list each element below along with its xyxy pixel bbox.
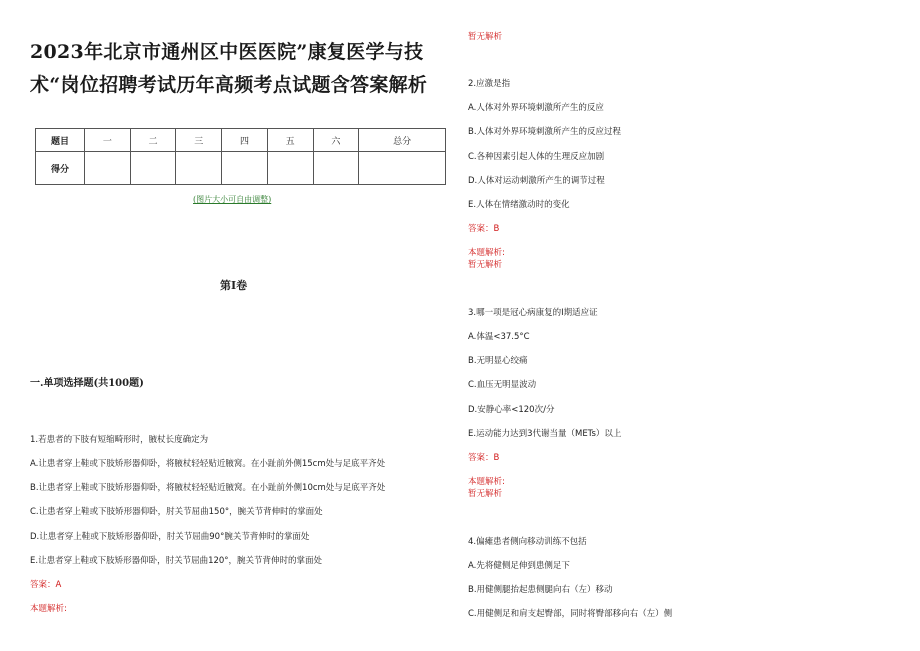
q2-option-b: B.人体对外界环境刺激所产生的反应过程 — [468, 127, 622, 137]
q4-option-b: B.用健侧腿抬起患侧腿向右（左）移动 — [468, 585, 613, 595]
q2-option-e: E.人体在情绪激动时的变化 — [468, 200, 570, 210]
title-line-1: 2023年北京市通州区中医医院”康复医学与技 — [30, 41, 424, 63]
header-cell-2: 二 — [130, 129, 176, 152]
header-cell-1: 一 — [85, 129, 131, 152]
score-table — [35, 128, 446, 185]
q1-analysis-text: 暂无解析 — [468, 32, 503, 42]
image-size-caption: (图片大小可自由调整) — [193, 195, 272, 204]
q1-option-e: E.让患者穿上鞋或下肢矫形器仰卧，肘关节屈曲120°，腕关节背伸时的掌面处 — [30, 556, 323, 566]
q1-option-d: D.让患者穿上鞋或下肢矫形器仰卧，肘关节屈曲90°腕关节背伸时的掌面处 — [30, 532, 310, 542]
q1-stem: 1.若患者的下肢有短缩畸形时，腋杖长度确定为 — [30, 435, 209, 445]
q1-option-b: B.让患者穿上鞋或下肢矫形器仰卧，将腋杖轻轻贴近腋窝。在小趾前外侧10cm处与足底平齐处 — [30, 483, 386, 493]
q4-option-c: C.用健侧足和肩支起臀部，同时将臀部移向右（左）侧 — [468, 609, 673, 619]
score-cell — [85, 152, 131, 185]
volume-heading: 第Ⅰ卷 — [220, 279, 248, 292]
score-row-label: 得分 — [36, 152, 85, 185]
q2-analysis-text: 暂无解析 — [468, 260, 503, 270]
q2-analysis-label: 本题解析: — [468, 248, 505, 258]
header-cell-total: 总分 — [359, 129, 446, 152]
q2-option-c: C.各种因素引起人体的生理反应加剧 — [468, 152, 605, 162]
header-cell-4: 四 — [222, 129, 268, 152]
score-cell — [176, 152, 222, 185]
q3-stem: 3.哪一项是冠心病康复的Ⅰ期适应证 — [468, 308, 598, 318]
document-title — [30, 36, 455, 102]
q4-stem: 4.偏瘫患者侧向移动训练不包括 — [468, 537, 587, 547]
q3-option-b: B.无明显心绞痛 — [468, 356, 528, 366]
q2-option-d: D.人体对运动刺激所产生的调节过程 — [468, 176, 605, 186]
q3-option-e: E.运动能力达到3代谢当量（METs）以上 — [468, 429, 622, 439]
q1-option-a: A.让患者穿上鞋或下肢矫形器仰卧，将腋杖轻轻贴近腋窝。在小趾前外侧15cm处与足底平齐处 — [30, 459, 386, 469]
q3-analysis-text: 暂无解析 — [468, 489, 503, 499]
q2-answer: 答案：B — [468, 224, 500, 234]
q4-option-a: A.先将健侧足伸到患侧足下 — [468, 561, 570, 571]
q2-stem: 2.应激是指 — [468, 79, 511, 89]
score-cell — [313, 152, 359, 185]
header-cell-3: 三 — [176, 129, 222, 152]
header-cell-6: 六 — [313, 129, 359, 152]
section-heading: 一.单项选择题(共100题) — [30, 378, 144, 389]
q1-answer: 答案：A — [30, 580, 62, 590]
q3-analysis-label: 本题解析: — [468, 477, 505, 487]
q2-option-a: A.人体对外界环境刺激所产生的反应 — [468, 103, 604, 113]
q3-option-a: A.体温<37.5°C — [468, 332, 530, 342]
header-cell-5: 五 — [267, 129, 313, 152]
header-cell-topic: 题目 — [36, 129, 85, 152]
title-line-2: 术“岗位招聘考试历年高频考点试题含答案解析 — [30, 74, 428, 96]
q1-option-c: C.让患者穿上鞋或下肢矫形器仰卧，肘关节屈曲150°，腕关节背伸时的掌面处 — [30, 507, 323, 517]
q1-analysis-label: 本题解析: — [30, 604, 67, 614]
score-cell — [130, 152, 176, 185]
q3-option-c: C.血压无明显波动 — [468, 380, 537, 390]
score-cell — [222, 152, 268, 185]
score-table-header-row — [36, 129, 446, 152]
score-cell — [359, 152, 446, 185]
q3-option-d: D.安静心率<120次/分 — [468, 405, 555, 415]
q3-answer: 答案：B — [468, 453, 500, 463]
score-table-score-row — [36, 152, 446, 185]
score-cell — [267, 152, 313, 185]
